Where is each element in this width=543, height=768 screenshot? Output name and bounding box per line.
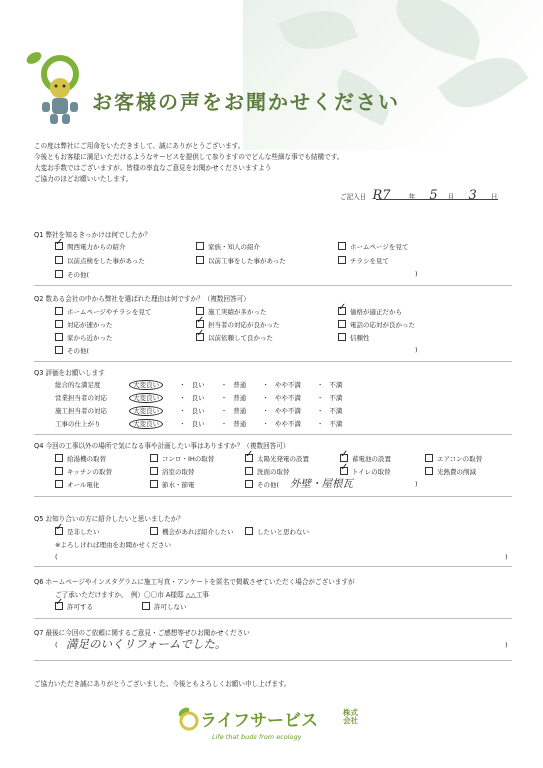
q3-question: Q3 評価をお願いします	[34, 369, 105, 377]
q2-option-near[interactable]: 家から近かった	[55, 333, 113, 342]
page-title: お客様の声をお聞かせください	[92, 90, 400, 114]
rating-selected[interactable]: 大変良い	[129, 393, 163, 403]
footer-thanks: ご協力いただき誠にありがとうございました。今後ともよろしくお願い申し上げます。	[34, 680, 291, 688]
checkbox[interactable]	[338, 242, 346, 250]
q2-option-homepage[interactable]: ホームページやチラシを見て	[55, 307, 151, 316]
date-label: ご記入日	[340, 193, 367, 201]
checkbox[interactable]	[55, 270, 63, 278]
q3-row-finish[interactable]: 工事の仕上がり 大変良い ・ 良い ・ 普通 ・ やや不満 ・ 不満	[55, 420, 343, 428]
leaf-background	[243, 0, 543, 150]
checkbox[interactable]	[55, 256, 63, 264]
q4-option-save[interactable]: 節水・節電	[150, 480, 195, 489]
q4-option-bathroom[interactable]: 浴室の取替	[150, 467, 195, 476]
checkbox[interactable]	[340, 467, 348, 475]
q2-option-price[interactable]: ✓ 価格が適正だから	[338, 307, 402, 316]
q3-row-sales[interactable]: 営業担当者の対応 大変良い ・ 良い ・ 普通 ・ やや不満 ・ 不満	[55, 394, 343, 402]
q1-option-flyer[interactable]: チラシを見て	[338, 256, 389, 265]
checkbox[interactable]	[196, 307, 204, 315]
q7-answer-open: (	[55, 641, 58, 649]
q1-option-kansai[interactable]: ✓関西電力からの紹介	[55, 242, 126, 251]
checkbox[interactable]	[55, 346, 63, 354]
leaf-logo-icon	[176, 704, 200, 732]
checkbox[interactable]	[245, 480, 253, 488]
checkbox[interactable]	[150, 480, 158, 488]
q4-question: Q4 今回の工事以外の場所で気になる事や計画したい事はありますか？（複数回答可）	[34, 442, 290, 450]
q6-option-allow[interactable]: ✓許可する	[55, 602, 93, 611]
date-era: R7	[372, 188, 391, 203]
q6-option-deny[interactable]: 許可しない	[142, 602, 187, 611]
checkbox[interactable]	[196, 333, 204, 341]
checkbox[interactable]	[196, 256, 204, 264]
checkbox[interactable]	[55, 333, 63, 341]
rating-selected[interactable]: 大変良い	[129, 380, 163, 390]
checkbox[interactable]	[150, 527, 158, 535]
q4-other-text[interactable]: 外壁・屋根瓦	[290, 478, 353, 490]
q5-reason-open: (	[55, 553, 58, 561]
checkbox[interactable]	[425, 454, 433, 462]
intro-line-3: 大変お手数ではございますが、皆様の率直なご意見をお聞かせくださいますよう	[34, 164, 272, 172]
intro-line-1: この度は弊社にご用命をいただきまして、誠にありがとうございます。	[34, 142, 245, 150]
q2-option-fast[interactable]: 対応が速かった	[55, 320, 113, 329]
q7-question: Q7 最後に今回のご依頼に関するご意見・ご感想等ぜひお聞かせください	[34, 629, 250, 637]
q4-option-utility[interactable]: 光熱費の削減	[425, 467, 476, 476]
q6-question: Q6 ホームページやインスタグラムに施工写真・アンケートを匿名で掲載させていただく場合がございますが	[34, 578, 355, 586]
q2-option-staff[interactable]: ✓ 担当者の対応が良かった	[196, 320, 280, 329]
q4-option-all-electric[interactable]: オール電化	[55, 480, 99, 489]
q5-option-maybe[interactable]: 機会があれば紹介したい	[150, 527, 234, 536]
brand-name: ライフサービス	[200, 711, 318, 731]
date-day-unit: 日	[490, 193, 498, 201]
q3-row-construction-staff[interactable]: 施工担当者の対応 大変良い ・ 良い ・ 普通 ・ やや不満 ・ 不満	[55, 407, 343, 415]
q2-question: Q2 数ある会社の中から弊社を選ばれた理由は何ですか？（複数回答可）	[34, 295, 250, 303]
q1-option-family[interactable]: 家族・知人の紹介	[196, 242, 260, 251]
q5-option-yes[interactable]: ✓是非したい	[55, 527, 100, 536]
q1-option-previous[interactable]: 以前工事をした事があった	[196, 256, 286, 265]
checkbox[interactable]	[338, 320, 346, 328]
q4-option-stove[interactable]: コンロ・IHの取替	[150, 454, 214, 463]
q2-option-results[interactable]: 施工実績が多かった	[196, 307, 267, 316]
q5-reason-close: )	[505, 553, 508, 561]
divider	[34, 660, 512, 661]
q5-question: Q5 お知り合いの方に紹介したいと思いましたか？	[34, 515, 184, 523]
q4-option-washbasin[interactable]: 洗面の取替	[245, 467, 290, 476]
q4-option-kitchen[interactable]: キッチンの取替	[55, 467, 112, 476]
checkbox[interactable]	[55, 307, 63, 315]
checkbox[interactable]	[55, 467, 63, 475]
checkbox[interactable]	[150, 454, 158, 462]
checkbox[interactable]	[340, 454, 348, 462]
date-year-unit: 年	[408, 193, 416, 201]
q7-answer-close: )	[505, 641, 508, 649]
brand-suffix: 株式 会社	[343, 708, 358, 725]
checkbox[interactable]	[245, 467, 253, 475]
intro-line-2: 今後ともお客様に満足いただけるようなサービスを提供して参りますのでどんな些細な事でも結構です。	[34, 153, 344, 161]
mascot-logo	[22, 44, 92, 130]
divider	[34, 618, 512, 619]
checkbox[interactable]	[338, 307, 346, 315]
q2-option-repeat[interactable]: ✓ 以前依頼して良かった	[196, 333, 273, 342]
intro-line-4: ご協力のほどお願いいたします。	[34, 175, 133, 183]
q1-option-inspection[interactable]: 以前点検をした事があった	[55, 256, 145, 265]
checkbox[interactable]	[55, 320, 63, 328]
q5-note: ※よろしければ理由をお聞かせください	[55, 541, 171, 549]
checkbox[interactable]	[55, 480, 63, 488]
date-underline	[376, 199, 498, 200]
q1-question: Q1 弊社を知るきっかけは何でしたか？	[34, 231, 151, 239]
divider	[34, 566, 512, 567]
q2-option-phone[interactable]: 電話の応対が良かった	[338, 320, 415, 329]
date-month-unit: 月	[447, 193, 455, 201]
divider	[34, 434, 512, 435]
brand-tagline: Life that buds from ecology	[212, 733, 302, 741]
checkbox[interactable]	[245, 527, 253, 535]
checkbox[interactable]	[55, 454, 63, 462]
date-field[interactable]	[340, 188, 497, 203]
q1-option-homepage[interactable]: ホームページを見て	[338, 242, 408, 251]
checkbox[interactable]	[338, 256, 346, 264]
checkbox[interactable]	[142, 602, 150, 610]
q3-row-overall[interactable]: 総合的な満足度 大変良い ・ 良い ・ 普通 ・ やや不満 ・ 不満	[55, 381, 343, 389]
date-day: 3	[468, 188, 477, 203]
q7-answer[interactable]: 満足のいくリフォームでした。	[66, 637, 227, 651]
checkbox[interactable]	[338, 333, 346, 341]
q4-option-battery[interactable]: ✓ 蓄電池の設置	[340, 454, 391, 463]
rating-selected[interactable]: 大変良い	[129, 406, 163, 416]
checkbox[interactable]	[196, 242, 204, 250]
q2-option-other[interactable]: その他(	[55, 346, 89, 355]
q6-question-example: ご了承いただけますか。 例）〇〇市 A様邸 △△工事	[55, 591, 210, 599]
divider	[34, 361, 512, 362]
q2-other-close: )	[415, 346, 418, 354]
checkbox[interactable]	[196, 320, 204, 328]
checkbox[interactable]	[425, 467, 433, 475]
q1-option-other[interactable]: その他(	[55, 270, 89, 279]
q4-option-solar[interactable]: ✓ 太陽光発電の設置	[245, 454, 309, 463]
divider	[34, 285, 512, 286]
q4-option-water-heater[interactable]: 給湯機の取替	[55, 454, 106, 463]
q4-other-close: )	[415, 480, 418, 488]
divider	[34, 496, 512, 497]
checkbox[interactable]	[55, 242, 63, 250]
checkbox[interactable]	[55, 527, 63, 535]
checkbox[interactable]	[55, 602, 63, 610]
date-month: 5	[429, 188, 438, 203]
q2-option-trust[interactable]: 信頼性	[338, 333, 370, 342]
q1-other-close: )	[415, 270, 418, 278]
rating-selected[interactable]: 大変良い	[129, 419, 163, 429]
q5-option-no[interactable]: したいと思わない	[245, 527, 309, 536]
q4-option-toilet[interactable]: ✓ トイレの取替	[340, 467, 391, 476]
checkbox[interactable]	[150, 467, 158, 475]
q4-option-aircon[interactable]: エアコンの取替	[425, 454, 482, 463]
checkbox[interactable]	[245, 454, 253, 462]
q4-option-other[interactable]: その他(	[245, 480, 279, 489]
